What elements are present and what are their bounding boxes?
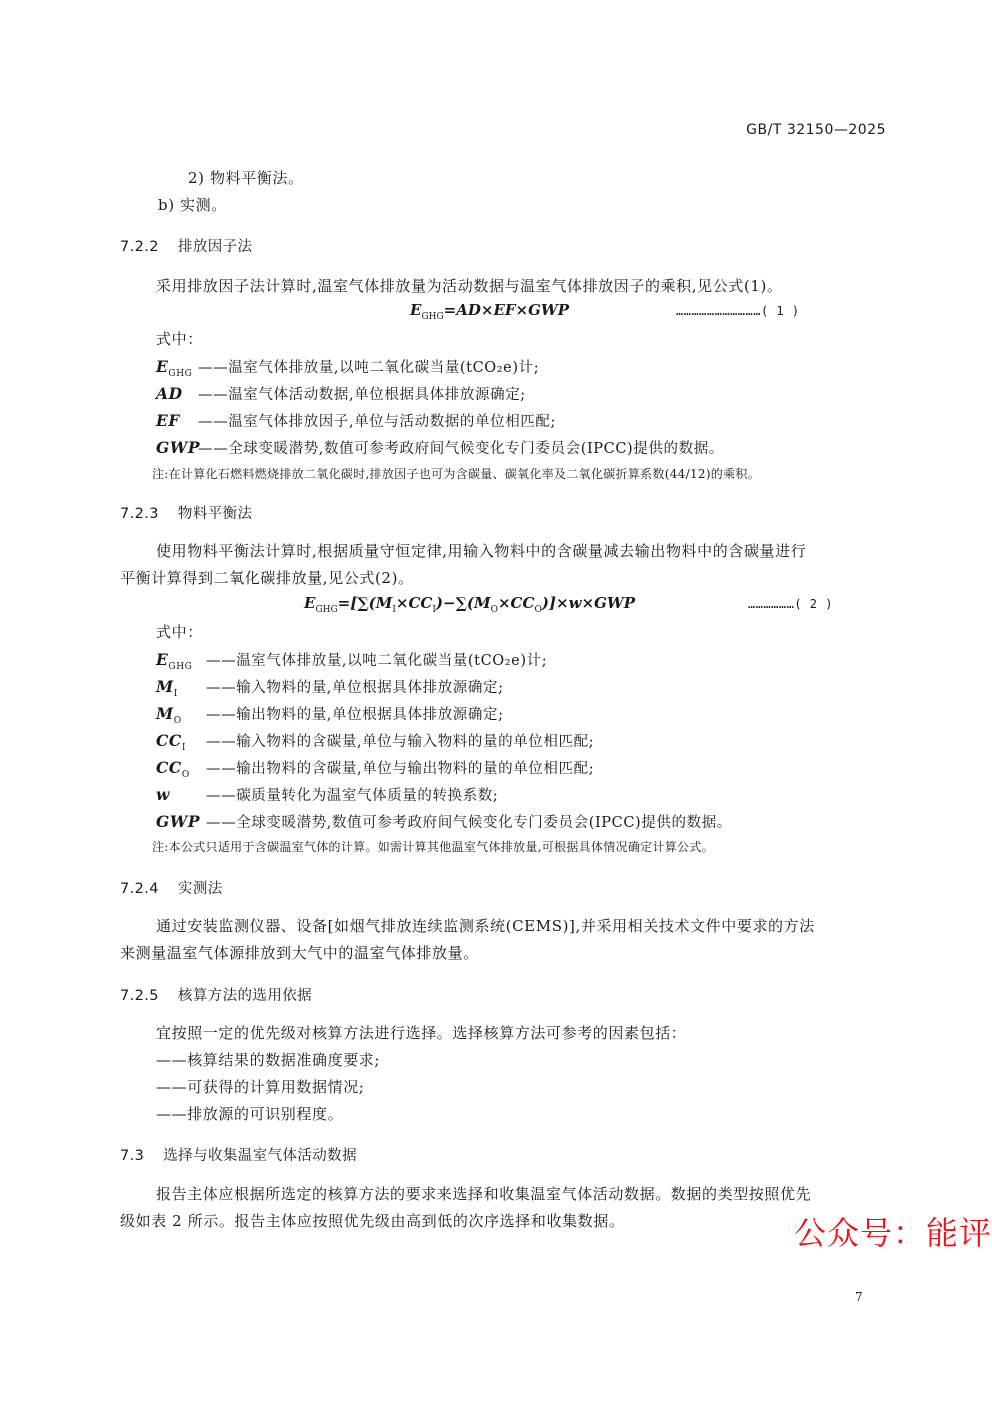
equation-number: ( 1 ) xyxy=(760,304,800,318)
list-item: ——可获得的计算用数据情况; xyxy=(156,1078,365,1096)
definition-symbol: E xyxy=(156,357,169,376)
formula-body: ×CC xyxy=(497,594,535,612)
section-title: 核算方法的选用依据 xyxy=(177,988,313,1004)
definition-row xyxy=(156,730,594,753)
page-number: 7 xyxy=(855,1290,863,1304)
equation-number-2 xyxy=(748,597,833,611)
definition-row xyxy=(156,356,539,379)
formula-subscript: I xyxy=(432,605,436,615)
equation-leader-dots: …………………………… xyxy=(676,304,761,318)
definition-row xyxy=(156,784,498,805)
formula-1 xyxy=(410,301,569,322)
definition-symbol: M xyxy=(156,677,174,696)
section-title: 物料平衡法 xyxy=(177,506,253,522)
definition-symbol: CC xyxy=(156,731,182,750)
definition-symbol: EF xyxy=(156,411,181,430)
definition-symbol: GWP xyxy=(156,438,201,457)
list-item-material-balance: 2) 物料平衡法。 xyxy=(188,169,304,187)
formula-body: )]×w×GWP xyxy=(541,594,636,612)
watermark-text: 公众号：能评 xyxy=(794,1214,992,1252)
formula-2 xyxy=(304,594,635,615)
section-title: 排放因子法 xyxy=(177,239,253,255)
definition-symbol: AD xyxy=(156,384,183,403)
formula-body: =AD×EF×GWP xyxy=(443,301,570,319)
section-7-3-heading xyxy=(120,1144,357,1165)
equation-number-1 xyxy=(676,304,800,318)
formula-subscript: GHG xyxy=(315,605,338,615)
paragraph-line-2: 来测量温室气体源排放到大气中的温室气体排放量。 xyxy=(120,944,479,962)
definition-symbol: M xyxy=(156,704,174,723)
definition-text: ——输入物料的量,单位根据具体排放源确定; xyxy=(206,680,504,696)
definition-text: ——输出物料的含碳量,单位与输出物料的量的单位相匹配; xyxy=(206,761,595,777)
formula-subscript: O xyxy=(490,605,498,615)
section-number: 7.2.2 xyxy=(120,239,159,255)
note: 注:本公式只适用于含碳温室气体的计算。如需计算其他温室气体排放量,可根据具体情况确定计算公式。 xyxy=(152,840,714,854)
paragraph-line-1: 使用物料平衡法计算时,根据质量守恒定律,用输入物料中的含碳量减去输出物料中的含碳量进行 xyxy=(156,542,807,560)
list-item-measurement: b) 实测。 xyxy=(158,196,227,214)
definition-row xyxy=(156,676,504,699)
definition-subscript: GHG xyxy=(168,662,193,673)
where-label: 式中： xyxy=(156,623,203,641)
formula-subscript: I xyxy=(392,605,396,615)
paragraph-line-1: 通过安装监测仪器、设备[如烟气排放连续监测系统(CEMS)],并采用相关技术文件中要求的方法 xyxy=(156,917,815,935)
definition-text: ——温室气体排放量,以吨二氧化碳当量(tCO₂e)计; xyxy=(206,653,548,669)
section-7-2-5-heading xyxy=(120,984,312,1005)
formula-body: ×CC xyxy=(395,594,433,612)
definition-subscript: GHG xyxy=(168,369,193,380)
definition-text: ——温室气体活动数据,单位根据具体排放源确定; xyxy=(198,387,526,403)
definition-symbol: w xyxy=(156,785,170,804)
equation-number: ( 2 ) xyxy=(794,597,833,611)
definition-subscript: O xyxy=(173,716,182,727)
formula-body: =[∑(M xyxy=(337,594,393,612)
paragraph: 采用排放因子法计算时,温室气体排放量为活动数据与温室气体排放因子的乘积,见公式(1)。 xyxy=(156,277,783,295)
formula-subscript: GHG xyxy=(421,312,444,322)
definition-row xyxy=(156,649,547,672)
definition-text: ——温室气体排放量,以吨二氧化碳当量(tCO₂e)计; xyxy=(198,360,540,376)
definition-row xyxy=(156,811,732,832)
definition-text: ——温室气体排放因子,单位与活动数据的单位相匹配; xyxy=(198,414,556,430)
definition-subscript: I xyxy=(181,743,187,754)
definition-row xyxy=(156,437,724,458)
section-title: 实测法 xyxy=(177,881,223,897)
formula-body: )−∑(M xyxy=(435,594,491,612)
list-item: ——排放源的可识别程度。 xyxy=(156,1105,344,1123)
definition-row xyxy=(156,703,504,726)
paragraph-line-1: 报告主体应根据所选定的核算方法的要求来选择和收集温室气体活动数据。数据的类型按照优先 xyxy=(156,1185,812,1203)
definition-symbol: CC xyxy=(156,758,182,777)
where-label: 式中： xyxy=(156,330,203,348)
definition-row xyxy=(156,410,556,431)
definition-row xyxy=(156,757,594,780)
definition-symbol: E xyxy=(156,650,169,669)
section-number: 7.2.5 xyxy=(120,988,159,1004)
paragraph-line-2: 级如表 2 所示。报告主体应按照优先级由高到低的次序选择和收集数据。 xyxy=(120,1212,625,1230)
formula-symbol: E xyxy=(304,594,316,612)
section-number: 7.2.3 xyxy=(120,506,159,522)
definition-text: ——输出物料的量,单位根据具体排放源确定; xyxy=(206,707,504,723)
paragraph-line-2: 平衡计算得到二氧化碳排放量,见公式(2)。 xyxy=(120,569,414,587)
definition-subscript: O xyxy=(181,770,190,781)
section-7-2-4-heading xyxy=(120,877,223,898)
section-7-2-3-heading xyxy=(120,502,252,523)
definition-text: ——全球变暖潜势,数值可参考政府间气候变化专门委员会(IPCC)提供的数据。 xyxy=(206,815,732,831)
section-number: 7.2.4 xyxy=(120,881,159,897)
list-item: ——核算结果的数据准确度要求; xyxy=(156,1051,381,1069)
document-code: GB/T 32150—2025 xyxy=(746,122,886,138)
section-7-2-2-heading xyxy=(120,235,252,256)
definition-text: ——碳质量转化为温室气体质量的转换系数; xyxy=(206,788,499,804)
section-number: 7.3 xyxy=(120,1148,145,1164)
definition-subscript: I xyxy=(173,689,178,700)
paragraph: 宜按照一定的优先级对核算方法进行选择。选择核算方法可参考的因素包括： xyxy=(156,1024,687,1042)
definition-symbol: GWP xyxy=(156,812,201,831)
definition-text: ——输入物料的含碳量,单位与输入物料的量的单位相匹配; xyxy=(206,734,595,750)
formula-symbol: E xyxy=(410,301,422,319)
section-title: 选择与收集温室气体活动数据 xyxy=(163,1148,357,1164)
equation-leader-dots: ……………… xyxy=(748,597,795,611)
definition-row xyxy=(156,383,526,404)
formula-subscript: O xyxy=(534,605,542,615)
note: 注:在计算化石燃料燃烧排放二氧化碳时,排放因子也可为含碳量、碳氧化率及二氧化碳折算系数(44/12)的乘积。 xyxy=(152,467,761,481)
definition-text: ——全球变暖潜势,数值可参考政府间气候变化专门委员会(IPCC)提供的数据。 xyxy=(198,441,724,457)
